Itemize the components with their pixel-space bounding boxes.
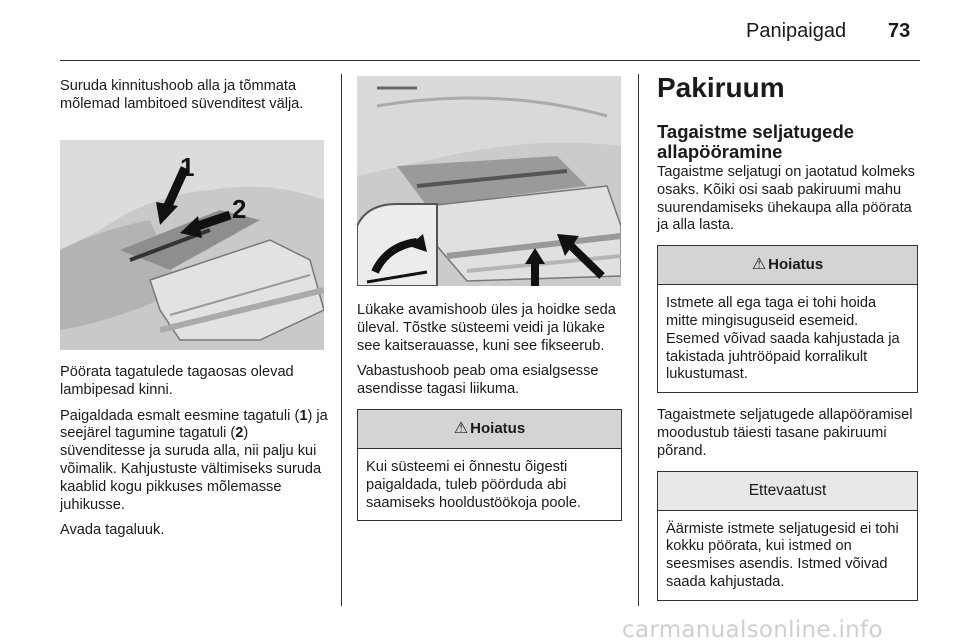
- column-divider-2: [638, 74, 639, 606]
- warning-box-col2: [357, 409, 622, 521]
- footer-watermark: carmanualsonline.info: [622, 617, 883, 643]
- warning-box-header: [658, 246, 917, 285]
- page-header-title: Panipaigad: [746, 20, 847, 42]
- warning-box-text: Kui süsteemi ei õnnestu õigesti paigaldada, tuleb pöörduda abi saamiseks hooldustöökoja poole.: [366, 458, 581, 511]
- callout-2: 2: [232, 194, 247, 224]
- column-divider-1: [341, 74, 342, 606]
- col3-paragraph-2: Tagaistmete seljatugede allapööramisel moodustub täiesti tasane pakiruumi põrand.: [657, 407, 913, 459]
- warning-title: Hoiatus: [470, 420, 526, 438]
- column-1-lower: [60, 364, 332, 548]
- warning-triangle-icon: ⚠: [751, 256, 767, 274]
- col1-paragraph-3: [60, 408, 332, 515]
- illustration-taillight-install: [60, 140, 324, 350]
- page-number: 73: [888, 20, 911, 42]
- col1-paragraph-4: Avada tagaluuk.: [60, 522, 165, 539]
- p3-ref-2: 2: [235, 425, 244, 442]
- p3-text-d: ) süvenditesse ja suruda alla, nii palju kui võimalik. Kahjustuste vältimiseks suruda kaablid kogu pikkuses mõlemasse juhikusse.: [60, 425, 322, 513]
- col2-paragraph-2: Vabastushoob peab oma esialgsesse asendisse tagasi liikuma.: [357, 363, 599, 398]
- column-2: [357, 302, 625, 535]
- p3-text-c: ) ja seejärel tagumine tagatuli (: [60, 407, 328, 442]
- col3-paragraph-1: Tagaistme seljatugi on jaotatud kolmeks osaks. Kõiki osi saab pakiruumi mahu suurendamiseks ühekaupa alla pöörata ja alla lasta.: [657, 164, 915, 234]
- caution-box: [657, 471, 918, 601]
- warning-triangle-icon: ⚠: [453, 420, 469, 438]
- col1-paragraph-2: Pöörata tagatulede tagaosas olevad lambipesad kinni.: [60, 364, 294, 398]
- col1-paragraph-1: Suruda kinnitushoob alla ja tõmmata mõlemad lambitoed süvenditest välja.: [60, 78, 304, 112]
- p3-text-a: Paigaldada esmalt eesmine tagatuli (: [60, 407, 300, 424]
- column-1: [60, 78, 330, 122]
- col2-paragraph-1: Lükake avamishoob üles ja hoidke seda üleval. Tõstke süsteemi veidi ja lükake see kaitserauasse, kuni see fikseerub.: [357, 302, 616, 354]
- section-title: Pakiruum: [657, 72, 785, 103]
- caution-box-text: Äärmiste istmete seljatugesid ei tohi kokku pöörata, kui istmed on seesmises asendis. Istmed võivad saada kahjustada.: [666, 520, 899, 590]
- illustration-bumper-slide: [357, 76, 621, 286]
- warning-box-header: [358, 410, 621, 449]
- callout-1: 1: [180, 152, 195, 182]
- warning-box-col3: [657, 245, 918, 393]
- warning-box-text: Istmete all ega taga ei tohi hoida mitte mingisuguseid esemeid. Esemed võivad saada kahjustada ja takistada juhtrööpaid korralikult lukustumast.: [666, 295, 900, 383]
- warning-title: Hoiatus: [768, 256, 824, 274]
- subsection-title: Tagaistme seljatugede allapööramine: [657, 121, 855, 162]
- column-3: [657, 72, 919, 615]
- caution-box-header: Ettevaatust: [658, 472, 917, 511]
- header-rule: [60, 60, 920, 61]
- p3-ref-1: 1: [299, 407, 308, 424]
